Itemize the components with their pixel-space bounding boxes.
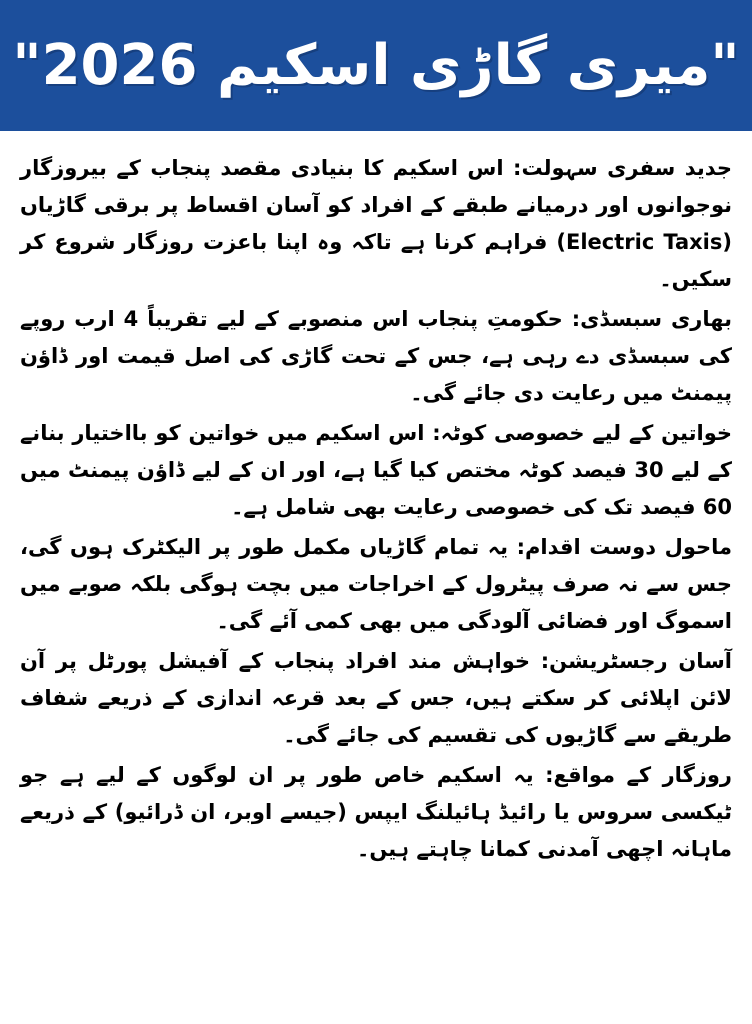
section-text: اس اسکیم میں خواتین کو بااختیار بنانے کے لیے 30 فیصد کوٹہ مختص کیا گیا ہے، اور ان کے لیے ڈاؤن پیمنٹ میں 60 فیصد تک کی خصوصی رعایت بھی شامل ہے۔ — [20, 421, 732, 519]
title-banner — [0, 0, 752, 131]
section-heading: روزگار کے مواقع: — [545, 763, 733, 787]
section-heading: آسان رجسٹریشن: — [540, 649, 732, 673]
section-text: حکومتِ پنجاب اس منصوبے کے لیے تقریباً 4 ارب روپے کی سبسڈی دے رہی ہے، جس کے تحت گاڑی کی اصل قیمت اور ڈاؤن پیمنٹ میں رعایت دی جائے گی۔ — [20, 307, 732, 405]
section-subsidy — [20, 301, 732, 412]
page-title: "میری گاڑی اسکیم 2026" — [12, 32, 740, 98]
section-text: خواہش مند افراد پنجاب کے آفیشل پورٹل پر آن لائن اپلائی کر سکتے ہیں، جس کے بعد قرعہ اندازی کے ذریعے شفاف طریقے سے گاڑیوں کی تقسیم کی جائے گی۔ — [20, 649, 732, 747]
section-registration — [20, 643, 732, 754]
section-text: یہ اسکیم خاص طور پر ان لوگوں کے لیے ہے جو ٹیکسی سروس یا رائیڈ ہائیلنگ ایپس (جیسے اوبر، ان ڈرائیو) کے ذریعے ماہانہ اچھی آمدنی کمانا چاہتے ہیں۔ — [20, 763, 732, 861]
section-eco-friendly — [20, 529, 732, 640]
section-heading: ماحول دوست اقدام: — [516, 535, 733, 559]
section-heading: جدید سفری سہولت: — [513, 156, 732, 180]
section-text: یہ تمام گاڑیاں مکمل طور پر الیکٹرک ہوں گی، جس سے نہ صرف پیٹرول کے اخراجات میں بچت ہوگی بلکہ صوبے میں اسموگ اور فضائی آلودگی میں بھی کمی آئے گی۔ — [20, 535, 732, 633]
article-body — [20, 150, 732, 1020]
section-heading: خواتین کے لیے خصوصی کوٹہ: — [432, 421, 732, 445]
section-women-quota — [20, 415, 732, 526]
section-text: اس اسکیم کا بنیادی مقصد پنجاب کے بیروزگار نوجوانوں اور درمیانے طبقے کے افراد کو آسان اقساط پر برقی گاڑیاں (Electric Taxis) فراہم کرنا ہے تاکہ وہ اپنا باعزت روزگار شروع کر سکیں۔ — [20, 156, 732, 291]
section-employment — [20, 757, 732, 868]
section-modern-travel — [20, 150, 732, 298]
section-heading: بھاری سبسڈی: — [571, 307, 732, 331]
